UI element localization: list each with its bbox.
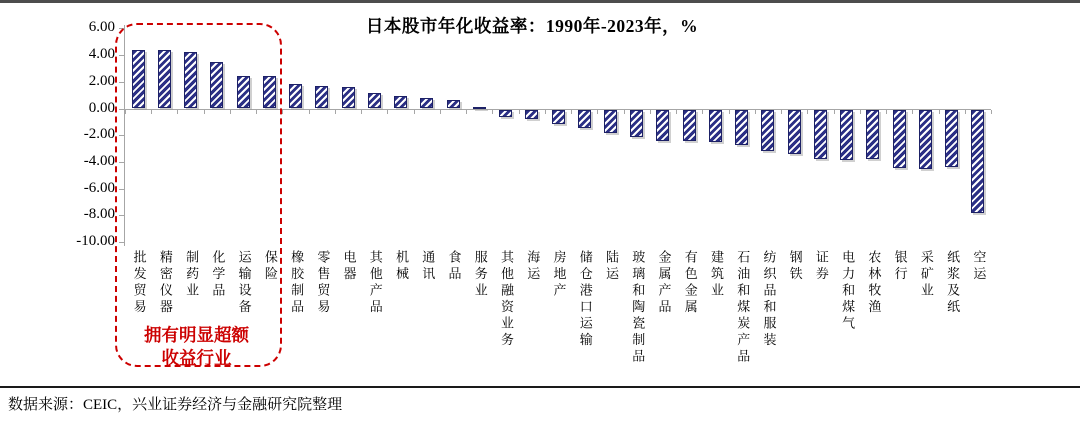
x-axis-tick xyxy=(387,110,388,114)
x-axis-tick xyxy=(545,110,546,114)
x-axis-label: 采矿业 xyxy=(918,250,934,300)
x-axis-label: 建筑业 xyxy=(708,250,724,300)
x-axis-tick xyxy=(702,110,703,114)
bar xyxy=(788,110,801,154)
bar xyxy=(919,110,932,169)
x-axis-label: 制药业 xyxy=(184,250,200,300)
y-axis-tick-label: -8.00 xyxy=(83,206,115,223)
bar xyxy=(552,110,565,124)
x-axis-label: 陆运 xyxy=(603,250,619,283)
bar xyxy=(499,110,512,117)
x-axis-label: 精密仪器 xyxy=(157,250,173,316)
y-axis-tick-label: -2.00 xyxy=(83,126,115,143)
source-note: 数据来源：CEIC，兴业证券经济与金融研究院整理 xyxy=(8,397,343,413)
x-axis-tick xyxy=(991,110,992,114)
chart-title: 日本股市年化收益率：1990年-2023年，% xyxy=(365,16,699,36)
x-axis-label: 金属产品 xyxy=(656,250,672,316)
bar xyxy=(420,98,433,109)
y-axis-tick-label: -4.00 xyxy=(83,152,115,169)
x-axis-tick xyxy=(729,110,730,114)
x-axis-label: 其他产品 xyxy=(367,250,383,316)
bar xyxy=(604,110,617,133)
y-axis-tick-label: -6.00 xyxy=(83,179,115,196)
y-axis-tick-label: 2.00 xyxy=(88,72,115,89)
x-axis-tick xyxy=(282,110,283,114)
x-axis-label: 有色金属 xyxy=(682,250,698,316)
x-axis-tick xyxy=(834,110,835,114)
bar xyxy=(735,110,748,145)
x-axis-tick xyxy=(781,110,782,114)
x-axis-tick xyxy=(939,110,940,114)
x-axis-label: 运输设备 xyxy=(236,250,252,316)
bar xyxy=(394,96,407,108)
x-axis-label: 证券 xyxy=(813,250,829,283)
bar xyxy=(683,110,696,141)
x-axis-tick xyxy=(492,110,493,114)
x-axis-tick xyxy=(624,110,625,114)
highlight-annotation-line2: 收益行业 xyxy=(161,348,232,368)
x-axis-tick xyxy=(309,110,310,114)
x-axis-tick xyxy=(519,110,520,114)
y-axis-tick-label: 4.00 xyxy=(88,46,115,63)
x-axis-label: 钢铁 xyxy=(787,250,803,283)
bar xyxy=(814,110,827,159)
bar xyxy=(473,107,486,109)
x-axis-label: 玻璃和陶瓷制品 xyxy=(630,250,646,366)
x-axis-label: 电力和煤气 xyxy=(840,250,856,333)
x-axis-label: 橡胶制品 xyxy=(289,250,305,316)
x-axis-tick xyxy=(860,110,861,114)
bar xyxy=(840,110,853,160)
x-axis-label: 化学品 xyxy=(210,250,226,300)
bar xyxy=(971,110,984,213)
x-axis-label: 农林牧渔 xyxy=(866,250,882,316)
x-axis-tick xyxy=(361,110,362,114)
bar xyxy=(289,84,302,109)
bar xyxy=(656,110,669,141)
x-axis-tick xyxy=(676,110,677,114)
y-axis-tick-label: -10.00 xyxy=(76,233,115,249)
bar xyxy=(866,110,879,159)
x-axis-label: 通讯 xyxy=(420,250,436,283)
x-axis-tick xyxy=(335,110,336,114)
bar xyxy=(578,110,591,128)
x-axis-tick xyxy=(650,110,651,114)
bar xyxy=(709,110,722,142)
x-axis-label: 服务业 xyxy=(472,250,488,300)
x-axis-label: 保险 xyxy=(262,250,278,283)
y-axis-tick-label: 0.00 xyxy=(88,99,115,116)
bar xyxy=(315,86,328,108)
bar xyxy=(630,110,643,137)
x-axis-tick xyxy=(597,110,598,114)
highlight-dashed-box xyxy=(115,23,282,367)
x-axis-label: 储仓港口运输 xyxy=(577,250,593,349)
x-axis-label: 房地产 xyxy=(551,250,567,300)
x-axis-label: 电器 xyxy=(341,250,357,283)
x-axis-label: 银行 xyxy=(892,250,908,283)
bar xyxy=(945,110,958,167)
x-axis-label: 海运 xyxy=(525,250,541,283)
x-axis-tick xyxy=(571,110,572,114)
x-axis-tick xyxy=(414,110,415,114)
bar xyxy=(761,110,774,151)
x-axis-label: 机械 xyxy=(394,250,410,283)
x-axis-tick xyxy=(466,110,467,114)
bar xyxy=(342,87,355,108)
x-axis-tick xyxy=(965,110,966,114)
highlight-annotation-line1: 拥有明显超额 xyxy=(144,325,249,345)
bar xyxy=(368,93,381,108)
bar xyxy=(525,110,538,119)
x-axis-tick xyxy=(440,110,441,114)
x-axis-label: 批发贸易 xyxy=(131,250,147,316)
x-axis-label: 纸浆及纸 xyxy=(945,250,961,316)
x-axis-tick xyxy=(755,110,756,114)
bar xyxy=(447,100,460,108)
x-axis-label: 空运 xyxy=(971,250,987,283)
x-axis-tick xyxy=(886,110,887,114)
x-axis-tick xyxy=(807,110,808,114)
x-axis-label: 零售贸易 xyxy=(315,250,331,316)
x-axis-label: 食品 xyxy=(446,250,462,283)
x-axis-label: 石油和煤炭产品 xyxy=(735,250,751,366)
bottom-divider xyxy=(0,386,1080,388)
x-axis-label: 其他融资业务 xyxy=(499,250,514,349)
x-axis-tick xyxy=(912,110,913,114)
highlight-annotation xyxy=(108,324,285,370)
x-axis-label: 纺织品和服装 xyxy=(761,250,777,349)
y-axis-tick-label: 6.00 xyxy=(88,19,115,36)
bar xyxy=(893,110,906,168)
